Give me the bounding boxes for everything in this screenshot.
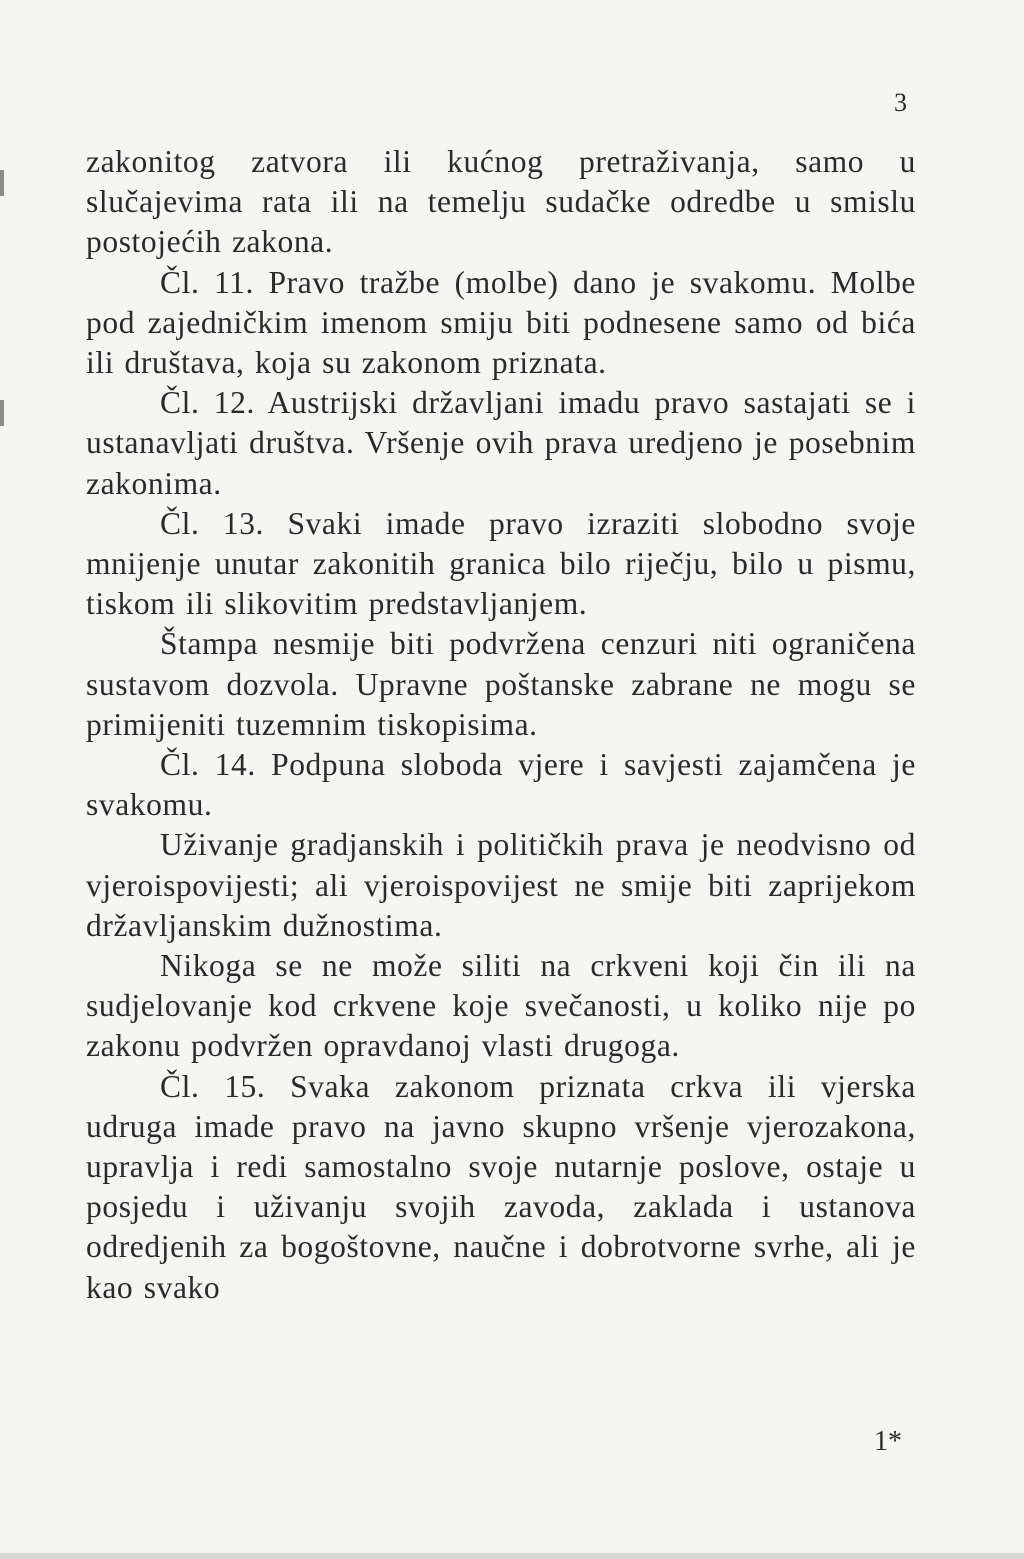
page-number: 3 (894, 88, 908, 117)
paragraph-article-14: Čl. 14. Podpuna sloboda vjere i savjesti zajamčena je svakomu. (86, 747, 916, 823)
paragraph-article-13: Čl. 13. Svaki imade pravo izraziti slobodno svoje mnijenje unutar zakonitih granica bilo riječju, bilo u pismu, tiskom ili slikovitim predstavljanjem. (86, 505, 916, 622)
paragraph-civil-rights: Uživanje gradjanskih i političkih prava je neodvisno od vjeroispovijesti; ali vjeroispovijest ne smije biti zaprijekom državljanskim dužnostima. (86, 827, 916, 943)
paragraph-article-12: Čl. 12. Austrijski državljani imadu pravo sastajati se i ustanavljati društva. Vršenje ovih prava uredjeno je posebnim zakonima. (86, 385, 916, 501)
body-text (86, 142, 916, 1308)
page-edge-mark (0, 170, 4, 196)
page-bottom-edge (0, 1553, 1024, 1559)
printer-signature: 1* (874, 1426, 902, 1457)
paragraph-1: zakonitog zatvora ili kućnog pretraživanja, samo u slučajevima rata ili na temelju sudačke odredbe u smislu postojećih zakona. (86, 144, 916, 260)
paragraph-no-coercion: Nikoga se ne može siliti na crkveni koji čin ili na sudjelovanje kod crkvene koje svečanosti, u koliko nije po zakonu podvržen opravdanoj vlasti drugoga. (86, 948, 916, 1064)
page-edge-mark (0, 400, 4, 426)
paragraph-article-15: Čl. 15. Svaka zakonom priznata crkva ili vjerska udruga imade pravo na javno skupno vršenje vjerozakona, upravlja i redi samostalno svoje nutarnje poslove, ostaje u posjedu i uživanju svojih zavoda, zaklada i ustanova odredjenih za bogoštovne, naučne i dobrotvorne svrhe, ali je kao svako (86, 1068, 916, 1305)
paragraph-article-11: Čl. 11. Pravo tražbe (molbe) dano je svakomu. Molbe pod zajedničkim imenom smiju biti podnesene samo od bića ili društava, koja su zakonom priznata. (86, 264, 916, 381)
paragraph-press: Štampa nesmije biti podvržena cenzuri niti ograničena sustavom dozvola. Upravne poštanske zabrane ne mogu se primijeniti tuzemnim tiskopisima. (86, 626, 916, 742)
